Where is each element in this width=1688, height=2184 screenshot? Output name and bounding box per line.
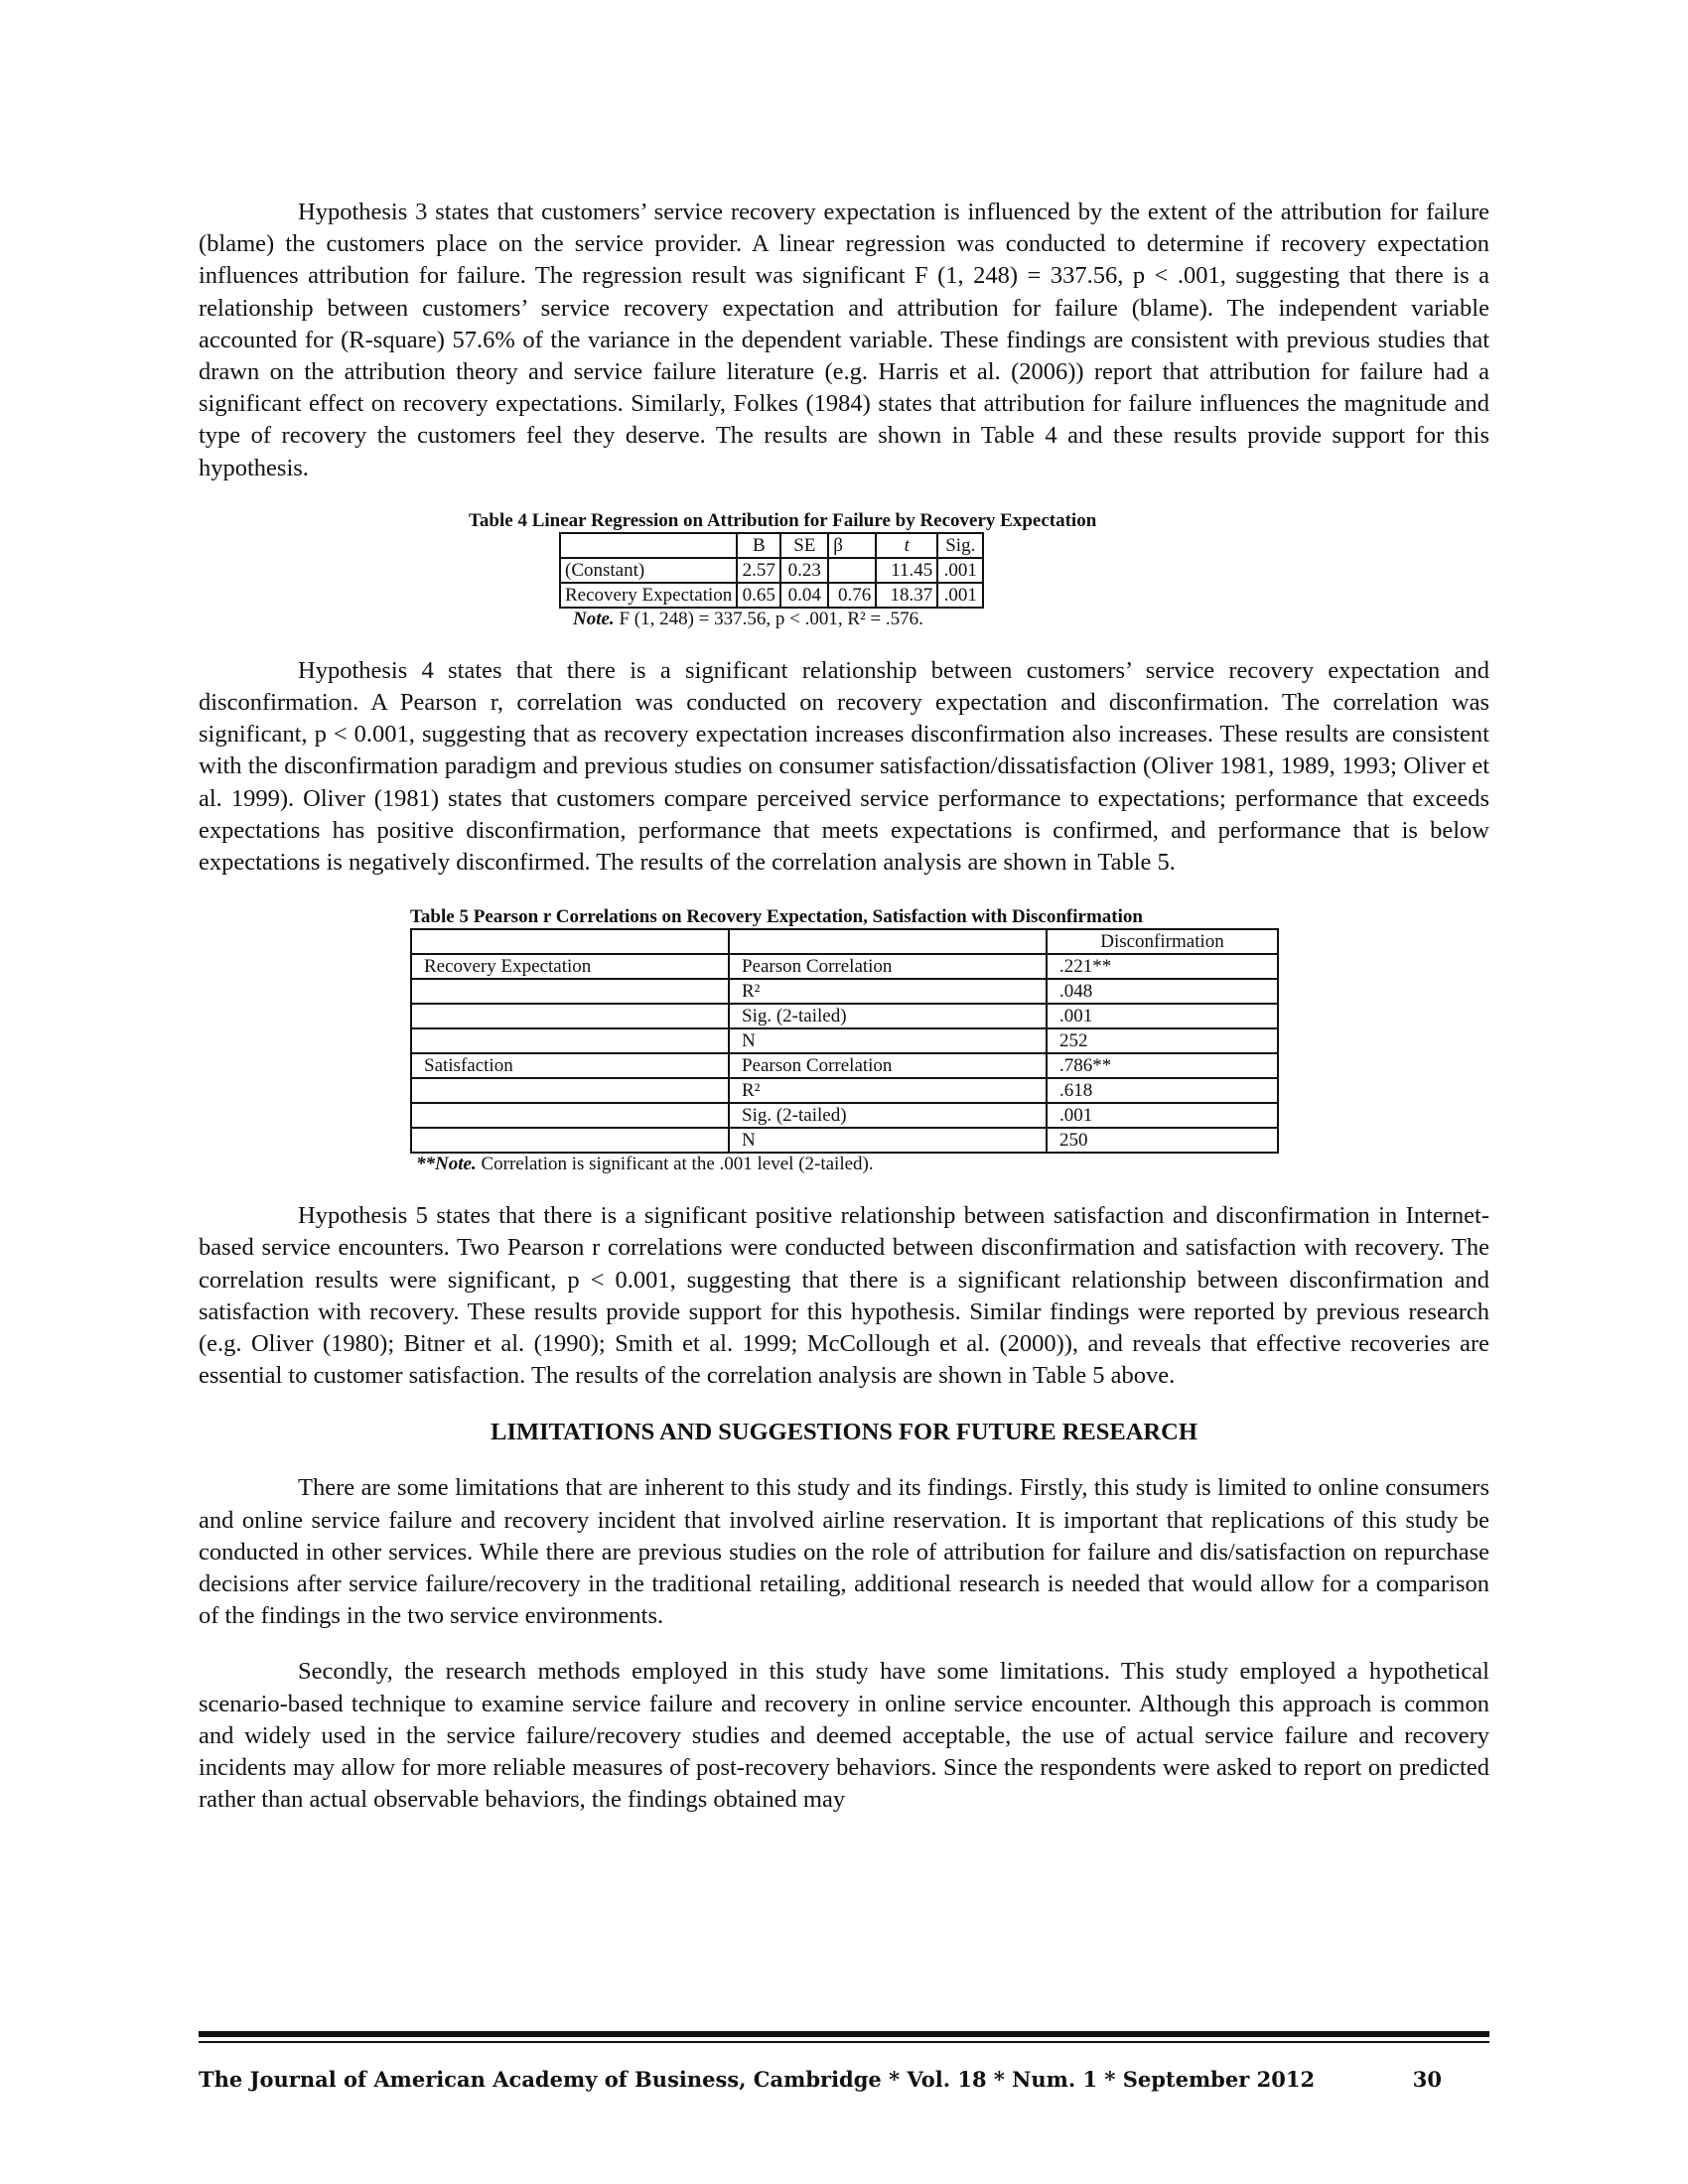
table-cell bbox=[828, 558, 876, 583]
table-4-header-cell: B bbox=[737, 533, 780, 558]
table-4-note-text: F (1, 248) = 337.56, p < .001, R² = .576. bbox=[614, 608, 923, 629]
table-cell: R² bbox=[729, 979, 1047, 1004]
table-5-header-cell: Disconfirmation bbox=[1047, 929, 1278, 954]
footer-rule-thin bbox=[199, 2041, 1489, 2043]
table-cell: 0.23 bbox=[780, 558, 828, 583]
table-4-header-cell bbox=[560, 533, 737, 558]
table-row bbox=[411, 1004, 1278, 1028]
table-row bbox=[411, 1028, 1278, 1053]
table-cell: 0.04 bbox=[780, 583, 828, 608]
table-4-header-cell: SE bbox=[780, 533, 828, 558]
table-4-header-cell: t bbox=[876, 533, 937, 558]
table-4-block bbox=[469, 510, 1688, 630]
table-cell: .001 bbox=[937, 583, 983, 608]
paragraph-hypothesis-4: Hypothesis 4 states that there is a significant relationship between customers’ service recovery expectation and disconfirmation. A Pearson r, correlation was conducted on recovery expectation and disconfirmation. The correlation was significant, p < 0.001, suggesting that as recovery expectation increases disconfirmation also increases. These results are consistent with the disconfirmation paradigm and previous studies on consumer satisfaction/dissatisfaction (Oliver 1981, 1989, 1993; Oliver et al. 1999). Oliver (1981) states that customers compare perceived service performance to expectations; performance that exceeds expectations has positive disconfirmation, performance that meets expectations is confirmed, and performance that is below expectations is negatively disconfirmed. The results of the correlation analysis are shown in Table 5. bbox=[199, 656, 1489, 877]
footer-journal-citation: The Journal of American Academy of Business, Cambridge * Vol. 18 * Num. 1 * September 2012 bbox=[199, 2067, 1316, 2092]
table-cell: 11.45 bbox=[876, 558, 937, 583]
table-5-header-row bbox=[411, 929, 1278, 954]
footer-rule bbox=[199, 2031, 1489, 2037]
page-number: 30 bbox=[1412, 2067, 1442, 2092]
table-5-caption: Table 5 Pearson r Correlations on Recovery Expectation, Satisfaction with Disconfirmation bbox=[410, 906, 1143, 928]
table-cell: 250 bbox=[1047, 1128, 1278, 1153]
section-heading-limitations: LIMITATIONS AND SUGGESTIONS FOR FUTURE RESEARCH bbox=[491, 1419, 1197, 1446]
table-row bbox=[411, 1078, 1278, 1103]
table-cell: N bbox=[729, 1028, 1047, 1053]
paragraph-limitations-2: Secondly, the research methods employed in this study have some limitations. This study employed a hypothetical scenario-based technique to examine service failure and recovery in online service encounter. Although this approach is common and widely used in the service failure/recovery studies and deemed acceptable, the use of actual service failure and recovery incidents may allow for more reliable measures of post-recovery behaviors. Since the respondents were asked to report on predicted rather than actual observable behaviors, the findings obtained may bbox=[199, 1658, 1489, 1814]
table-5-header-cell bbox=[411, 929, 729, 954]
table-row bbox=[411, 979, 1278, 1004]
table-cell bbox=[411, 1028, 729, 1053]
table-cell: Recovery Expectation bbox=[560, 583, 737, 608]
table-cell: .048 bbox=[1047, 979, 1278, 1004]
table-4 bbox=[559, 532, 984, 609]
table-row bbox=[411, 954, 1278, 979]
table-4-header-cell: β bbox=[828, 533, 876, 558]
table-cell: .001 bbox=[1047, 1004, 1278, 1028]
table-4-caption: Table 4 Linear Regression on Attribution for Failure by Recovery Expectation bbox=[469, 509, 1097, 531]
table-cell: .221** bbox=[1047, 954, 1278, 979]
table-cell bbox=[411, 1128, 729, 1153]
table-row bbox=[411, 1103, 1278, 1128]
table-cell: .001 bbox=[1047, 1103, 1278, 1128]
table-4-header-cell: Sig. bbox=[937, 533, 983, 558]
table-4-note-label: Note. bbox=[573, 608, 615, 629]
table-cell bbox=[411, 1078, 729, 1103]
table-cell: .786** bbox=[1047, 1053, 1278, 1078]
table-cell: .618 bbox=[1047, 1078, 1278, 1103]
table-5 bbox=[410, 928, 1279, 1154]
table-5-block bbox=[410, 906, 1279, 1175]
table-cell: Sig. (2-tailed) bbox=[729, 1103, 1047, 1128]
table-cell: Pearson Correlation bbox=[729, 1053, 1047, 1078]
table-cell: Pearson Correlation bbox=[729, 954, 1047, 979]
paragraph-limitations-1: There are some limitations that are inherent to this study and its findings. Firstly, this study is limited to online consumers and online service failure and recovery incident that involved airline reservation. It is important that replications of this study be conducted in other services. While there are previous studies on the role of attribution for failure and dis/satisfaction on repurchase decisions after service failure/recovery in the traditional retailing, additional research is needed that would allow for a comparison of the findings in the two service environments. bbox=[199, 1474, 1489, 1630]
table-cell bbox=[411, 1004, 729, 1028]
table-cell: 252 bbox=[1047, 1028, 1278, 1053]
page-body bbox=[199, 197, 1489, 1817]
table-cell: 0.76 bbox=[828, 583, 876, 608]
table-cell: (Constant) bbox=[560, 558, 737, 583]
table-cell: Recovery Expectation bbox=[411, 954, 729, 979]
table-cell: 2.57 bbox=[737, 558, 780, 583]
table-5-note bbox=[416, 1154, 1279, 1175]
table-row bbox=[411, 1128, 1278, 1153]
table-cell bbox=[411, 979, 729, 1004]
table-cell: R² bbox=[729, 1078, 1047, 1103]
paragraph-hypothesis-5: Hypothesis 5 states that there is a significant positive relationship between satisfaction and disconfirmation in Internet-based service encounters. Two Pearson r correlations were conducted between disconfirmation and satisfaction with recovery. The correlation results were significant, p < 0.001, suggesting that there is a significant relationship between disconfirmation and satisfaction with recovery. These results provide support for this hypothesis. Similar findings were reported by previous research (e.g. Oliver (1980); Bitner et al. (1990); Smith et al. 1999; McCollough et al. (2000)), and reveals that effective recoveries are essential to customer satisfaction. The results of the correlation analysis are shown in Table 5 above. bbox=[199, 1202, 1489, 1390]
paragraph-hypothesis-3: Hypothesis 3 states that customers’ service recovery expectation is influenced by the extent of the attribution for failure (blame) the customers place on the service provider. A linear regression was conducted to determine if recovery expectation influences attribution for failure. The regression result was significant F (1, 248) = 337.56, p < .001, suggesting that there is a relationship between customers’ service recovery expectation and attribution for failure (blame). The independent variable accounted for (R-square) 57.6% of the variance in the dependent variable. These findings are consistent with previous studies that drawn on the attribution theory and service failure literature (e.g. Harris et al. (2006)) report that attribution for failure had a significant effect on recovery expectations. Similarly, Folkes (1984) states that attribution for failure influences the magnitude and type of recovery the customers feel they deserve. The results are shown in Table 4 and these results provide support for this hypothesis. bbox=[199, 199, 1489, 481]
table-cell: Sig. (2-tailed) bbox=[729, 1004, 1047, 1028]
table-5-note-label: **Note. bbox=[416, 1154, 477, 1175]
table-5-note-text: Correlation is significant at the .001 level (2-tailed). bbox=[476, 1154, 874, 1175]
table-cell bbox=[411, 1103, 729, 1128]
table-cell: N bbox=[729, 1128, 1047, 1153]
table-4-note bbox=[573, 609, 1688, 630]
table-4-header-row bbox=[560, 533, 983, 558]
table-cell: .001 bbox=[937, 558, 983, 583]
table-row bbox=[411, 1053, 1278, 1078]
table-row bbox=[560, 583, 983, 608]
table-5-header-cell bbox=[729, 929, 1047, 954]
table-cell: 18.37 bbox=[876, 583, 937, 608]
table-cell: 0.65 bbox=[737, 583, 780, 608]
table-row bbox=[560, 558, 983, 583]
table-cell: Satisfaction bbox=[411, 1053, 729, 1078]
